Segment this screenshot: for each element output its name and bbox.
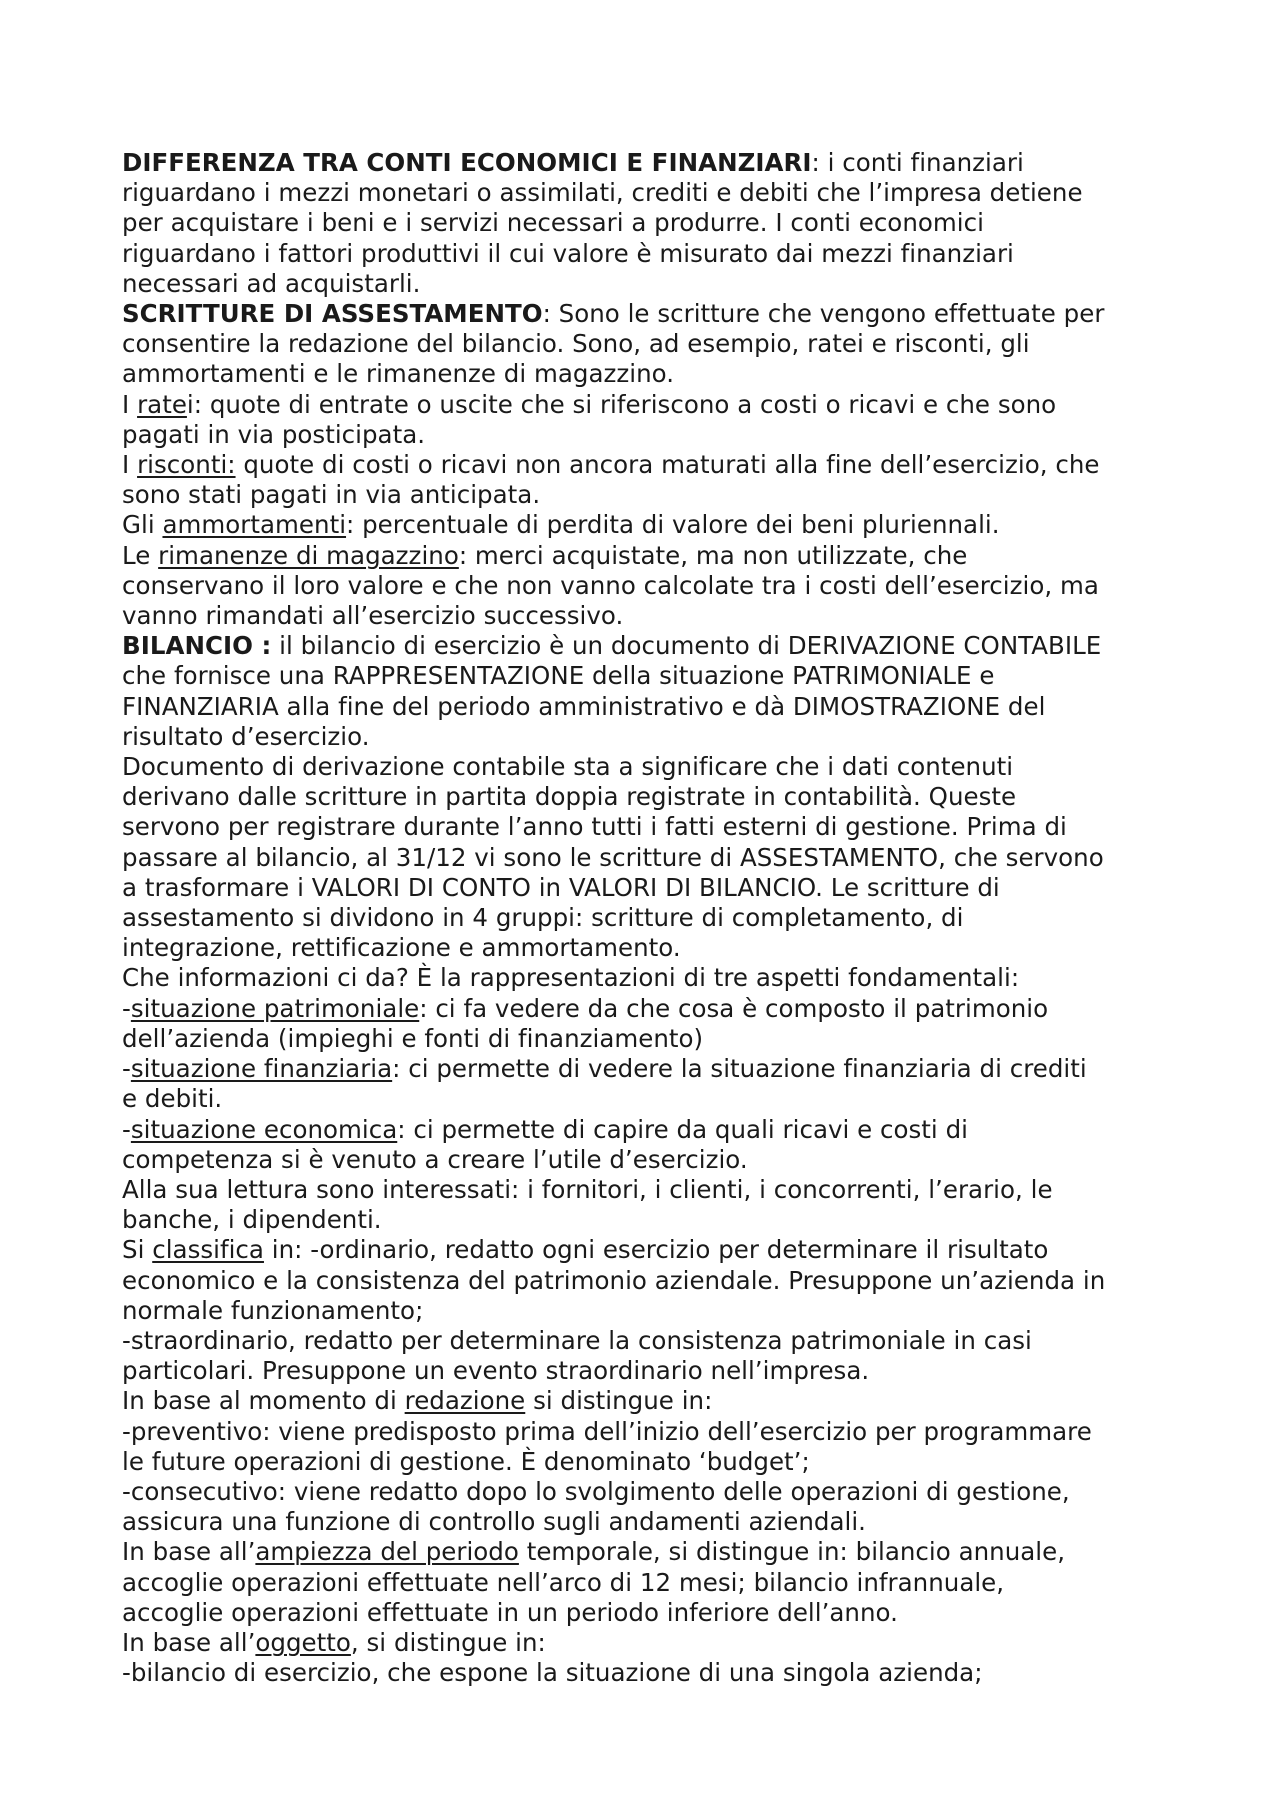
- text-line: [122, 782, 1182, 812]
- text-line: [122, 1296, 1182, 1326]
- line-text: integrazione, rettificazione e ammortamento.: [122, 933, 681, 963]
- underlined-term: oggetto: [255, 1627, 351, 1657]
- text-line: [122, 601, 1182, 631]
- line-text: banche, i dipendenti.: [122, 1205, 382, 1235]
- text-line: [122, 722, 1182, 752]
- text-line: [122, 390, 1182, 420]
- line-prefix: Gli: [122, 510, 163, 540]
- line-text: : ci fa vedere da che cosa è composto il patrimonio: [419, 993, 1049, 1023]
- line-text: temporale, si distingue in: bilancio annuale,: [518, 1537, 1066, 1567]
- line-text: sono stati pagati in via anticipata.: [122, 480, 541, 510]
- line-text: che fornisce una RAPPRESENTAZIONE della situazione PATRIMONIALE e: [122, 661, 995, 691]
- text-line: [122, 752, 1182, 782]
- text-line: [122, 1598, 1182, 1628]
- line-text: , si distingue in:: [350, 1627, 546, 1657]
- line-prefix: In base all’: [122, 1537, 256, 1567]
- line-prefix: -: [122, 993, 131, 1023]
- line-text: consentire la redazione del bilancio. Sono, ad esempio, ratei e risconti, gli: [122, 329, 1030, 359]
- line-text: normale funzionamento;: [122, 1295, 424, 1325]
- text-line: [122, 1658, 1182, 1688]
- line-prefix: I: [122, 450, 138, 480]
- line-prefix: Le: [122, 540, 159, 570]
- line-text: -straordinario, redatto per determinare la consistenza patrimoniale in casi: [122, 1325, 1032, 1355]
- text-line: [122, 1537, 1182, 1567]
- section-heading: BILANCIO :: [122, 631, 272, 661]
- underlined-term: ammortamenti: [162, 510, 347, 540]
- line-prefix: I: [122, 389, 138, 419]
- text-line: [122, 329, 1182, 359]
- text-line: [122, 1175, 1182, 1205]
- text-line: [122, 933, 1182, 963]
- line-prefix: -: [122, 1114, 131, 1144]
- line-text: dell’azienda (impieghi e fonti di finanziamento): [122, 1023, 704, 1053]
- text-line: [122, 843, 1182, 873]
- underlined-term: situazione finanziaria: [130, 1054, 393, 1084]
- line-prefix: Si: [122, 1235, 153, 1265]
- underlined-term: classifica: [152, 1235, 264, 1265]
- line-text: FINANZIARIA alla fine del periodo amministrativo e dà DIMOSTRAZIONE del: [122, 691, 1046, 721]
- text-line: [122, 692, 1182, 722]
- text-line: [122, 178, 1182, 208]
- text-line: [122, 510, 1182, 540]
- line-prefix: In base al momento di: [122, 1386, 405, 1416]
- line-text: le future operazioni di gestione. È denominato ‘budget’;: [122, 1446, 810, 1476]
- text-line: [122, 1447, 1182, 1477]
- line-text: -preventivo: viene predisposto prima dell’inizio dell’esercizio per programmare: [122, 1416, 1092, 1446]
- line-text: assicura una funzione di controllo sugli andamenti aziendali.: [122, 1507, 866, 1537]
- line-text: : ci permette di capire da quali ricavi e costi di: [397, 1114, 968, 1144]
- text-line: [122, 1115, 1182, 1145]
- text-line: [122, 239, 1182, 269]
- text-line: [122, 1054, 1182, 1084]
- text-line: [122, 1356, 1182, 1386]
- text-line: [122, 631, 1182, 661]
- text-line: [122, 1235, 1182, 1265]
- line-text: per acquistare i beni e i servizi necessari a produrre. I conti economici: [122, 208, 984, 238]
- line-text: riguardano i mezzi monetari o assimilati, crediti e debiti che l’impresa detiene: [122, 178, 1083, 208]
- line-text: passare al bilancio, al 31/12 vi sono le scritture di ASSESTAMENTO, che servono: [122, 842, 1104, 872]
- text-line: [122, 1417, 1182, 1447]
- line-text: particolari. Presuppone un evento straordinario nell’impresa.: [122, 1356, 870, 1386]
- text-line: [122, 812, 1182, 842]
- text-line: [122, 661, 1182, 691]
- section-heading: DIFFERENZA TRA CONTI ECONOMICI E FINANZIARI: [122, 148, 812, 177]
- text-line: [122, 873, 1182, 903]
- line-text: e debiti.: [122, 1084, 223, 1114]
- line-text: Documento di derivazione contabile sta a significare che i dati contenuti: [122, 752, 1014, 782]
- line-text: necessari ad acquistarli.: [122, 268, 421, 298]
- line-text: Che informazioni ci da? È la rappresentazioni di tre aspetti fondamentali:: [122, 963, 1020, 993]
- text-line: [122, 1386, 1182, 1416]
- line-prefix: In base all’: [122, 1627, 256, 1657]
- underlined-term: rate: [137, 389, 187, 419]
- text-line: [122, 299, 1182, 329]
- text-line: [122, 1266, 1182, 1296]
- text-line: [122, 1145, 1182, 1175]
- line-text: il bilancio di esercizio è un documento di DERIVAZIONE CONTABILE: [271, 631, 1102, 661]
- text-line: [122, 1205, 1182, 1235]
- line-text: conservano il loro valore e che non vanno calcolate tra i costi dell’esercizio, ma: [122, 570, 1099, 600]
- line-text: ammortamenti e le rimanenze di magazzino.: [122, 359, 675, 389]
- text-line: [122, 1507, 1182, 1537]
- line-text: -consecutivo: viene redatto dopo lo svolgimento delle operazioni di gestione,: [122, 1476, 1070, 1506]
- text-line: [122, 208, 1182, 238]
- text-line: [122, 450, 1182, 480]
- text-line: [122, 541, 1182, 571]
- text-line: [122, 994, 1182, 1024]
- underlined-term: situazione patrimoniale: [130, 993, 420, 1023]
- line-text: in: -ordinario, redatto ogni esercizio per determinare il risultato: [263, 1235, 1049, 1265]
- text-line: [122, 1084, 1182, 1114]
- line-text: : Sono le scritture che vengono effettuate per: [542, 299, 1105, 329]
- line-text: accoglie operazioni effettuate nell’arco di 12 mesi; bilancio infrannuale,: [122, 1567, 1005, 1597]
- line-text: pagati in via posticipata.: [122, 419, 426, 449]
- line-text: accoglie operazioni effettuate in un periodo inferiore dell’anno.: [122, 1597, 898, 1627]
- line-text: competenza si è venuto a creare l’utile d’esercizio.: [122, 1144, 748, 1174]
- line-text: -bilancio di esercizio, che espone la situazione di una singola azienda;: [122, 1658, 983, 1688]
- line-text: a trasformare i VALORI DI CONTO in VALORI DI BILANCIO. Le scritture di: [122, 872, 1000, 902]
- line-text: derivano dalle scritture in partita doppia registrate in contabilità. Queste: [122, 782, 1017, 812]
- text-line: [122, 420, 1182, 450]
- text-line: [122, 1024, 1182, 1054]
- document-page: [122, 148, 1182, 1688]
- line-text: vanno rimandati all’esercizio successivo.: [122, 601, 624, 631]
- section-heading: SCRITTURE DI ASSESTAMENTO: [122, 299, 543, 329]
- line-text: i: quote di entrate o uscite che si riferiscono a costi o ricavi e che sono: [186, 389, 1057, 419]
- text-line: [122, 1477, 1182, 1507]
- underlined-term: situazione economica: [130, 1114, 398, 1144]
- text-line: [122, 359, 1182, 389]
- line-text: economico e la consistenza del patrimonio aziendale. Presuppone un’azienda in: [122, 1265, 1106, 1295]
- text-line: [122, 148, 1182, 178]
- line-text: risultato d’esercizio.: [122, 721, 370, 751]
- underlined-term: ampiezza del periodo: [255, 1537, 519, 1567]
- line-text: servono per registrare durante l’anno tutti i fatti esterni di gestione. Prima di: [122, 812, 1067, 842]
- text-line: [122, 1568, 1182, 1598]
- text-line: [122, 1628, 1182, 1658]
- underlined-term: rimanenze di magazzino: [158, 540, 459, 570]
- line-text: Alla sua lettura sono interessati: i fornitori, i clienti, i concorrenti, l’erario, le: [122, 1174, 1053, 1204]
- line-text: assestamento si dividono in 4 gruppi: scritture di completamento, di: [122, 903, 964, 933]
- text-line: [122, 903, 1182, 933]
- text-line: [122, 269, 1182, 299]
- line-text: : ci permette di vedere la situazione finanziaria di crediti: [392, 1054, 1087, 1084]
- line-prefix: -: [122, 1054, 131, 1084]
- text-line: [122, 1326, 1182, 1356]
- line-text: : percentuale di perdita di valore dei beni pluriennali.: [346, 510, 1000, 540]
- line-text: riguardano i fattori produttivi il cui valore è misurato dai mezzi finanziari: [122, 238, 1014, 268]
- line-text: : i conti finanziari: [811, 148, 1024, 177]
- underlined-term: redazione: [404, 1386, 526, 1416]
- underlined-term: risconti:: [137, 450, 236, 480]
- line-text: quote di costi o ricavi non ancora maturati alla fine dell’esercizio, che: [235, 450, 1100, 480]
- text-line: [122, 963, 1182, 993]
- text-line: [122, 480, 1182, 510]
- line-text: si distingue in:: [525, 1386, 713, 1416]
- text-line: [122, 571, 1182, 601]
- line-text: : merci acquistate, ma non utilizzate, che: [458, 540, 968, 570]
